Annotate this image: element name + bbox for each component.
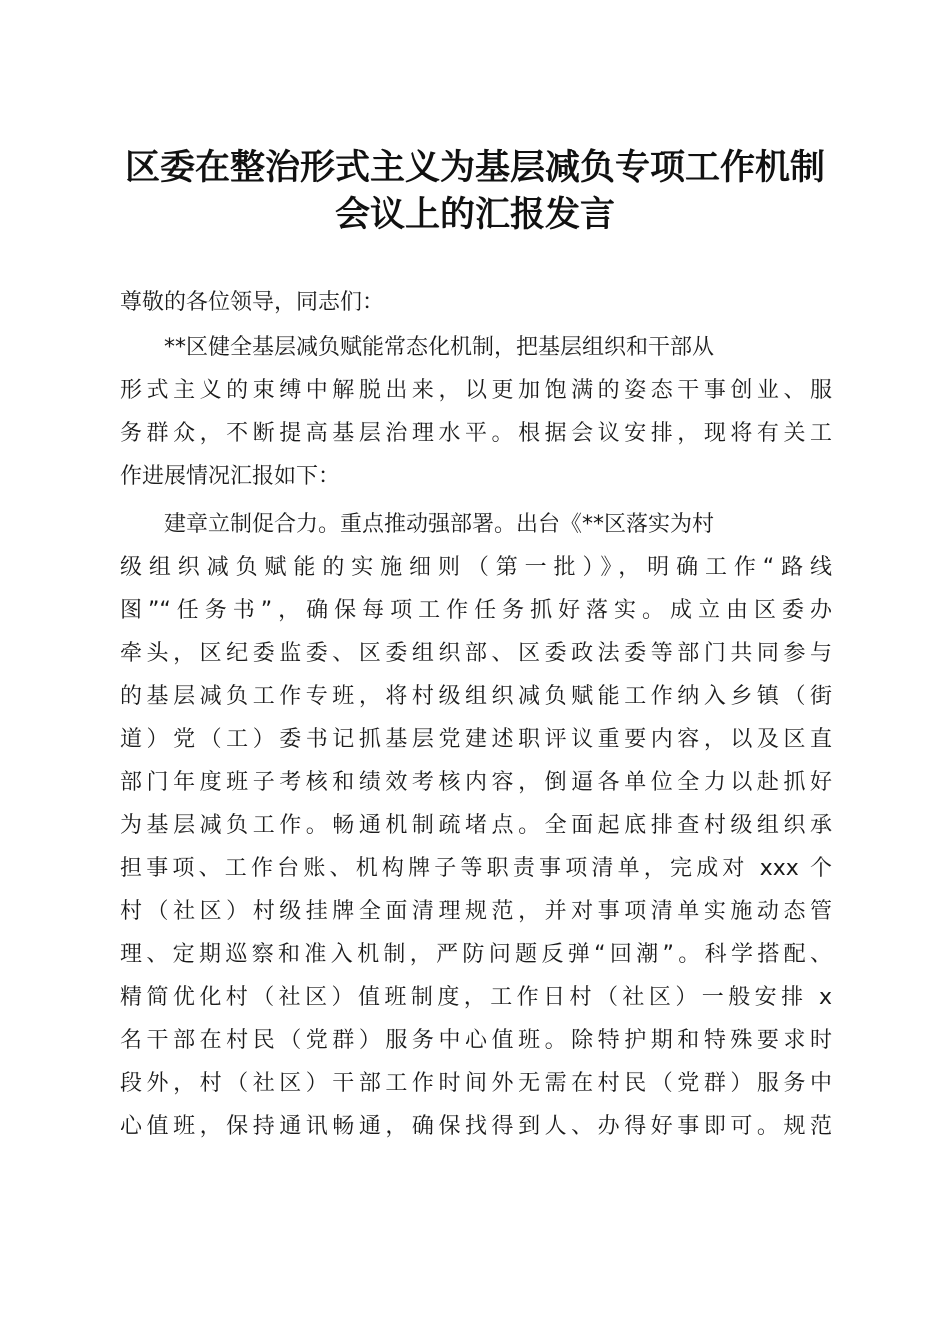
document-title-line-2: 会议上的汇报发言	[334, 194, 615, 235]
body-line: 为基层减负工作。畅通机制疏堵点。全面起底排查村级组织承	[120, 813, 832, 838]
body-line: 部门年度班子考核和绩效考核内容，倒逼各单位全力以赴抓好	[120, 770, 832, 795]
salutation: 尊敬的各位领导，同志们：	[120, 290, 385, 315]
body-line: 心值班，保持通讯畅通，确保找得到人、办得好事即可。规范	[120, 1114, 832, 1139]
body-line: 段外，村（社区）干部工作时间外无需在村民（党群）服务中	[120, 1071, 832, 1096]
body-line: 担事项、工作台账、机构牌子等职责事项清单，完成对 xxx 个	[120, 856, 832, 881]
body-line: 理、定期巡察和准入机制，严防问题反弹“回潮”。科学搭配、	[120, 942, 833, 967]
body-line: 牵头，区纪委监委、区委组织部、区委政法委等部门共同参与	[120, 641, 832, 666]
body-line: 名干部在村民（党群）服务中心值班。除特护期和特殊要求时	[120, 1028, 832, 1053]
body-line: 的基层减负工作专班，将村级组织减负赋能工作纳入乡镇（街	[120, 684, 832, 709]
body-line: 精简优化村（社区）值班制度，工作日村（社区）一般安排 x	[120, 985, 832, 1010]
body-line: 建章立制促合力。重点推动强部署。出台《**区落实为村	[120, 512, 715, 537]
body-line: 作进展情况汇报如下：	[120, 464, 341, 489]
body-line: **区健全基层减负赋能常态化机制，把基层组织和干部从	[120, 335, 715, 360]
body-line: 形式主义的束缚中解脱出来，以更加饱满的姿态干事创业、服	[120, 378, 832, 403]
document-title-line-1: 区委在整治形式主义为基层减负专项工作机制	[124, 147, 825, 188]
body-line: 图”“任务书”，确保每项工作任务抓好落实。成立由区委办	[120, 598, 832, 623]
body-line: 务群众，不断提高基层治理水平。根据会议安排，现将有关工	[120, 421, 832, 446]
body-line: 级组织减负赋能的实施细则（第一批）》，明确工作“路线	[120, 555, 832, 580]
body-line: 村（社区）村级挂牌全面清理规范，并对事项清单实施动态管	[120, 899, 832, 924]
body-line: 道）党（工）委书记抓基层党建述职评议重要内容，以及区直	[120, 727, 832, 752]
